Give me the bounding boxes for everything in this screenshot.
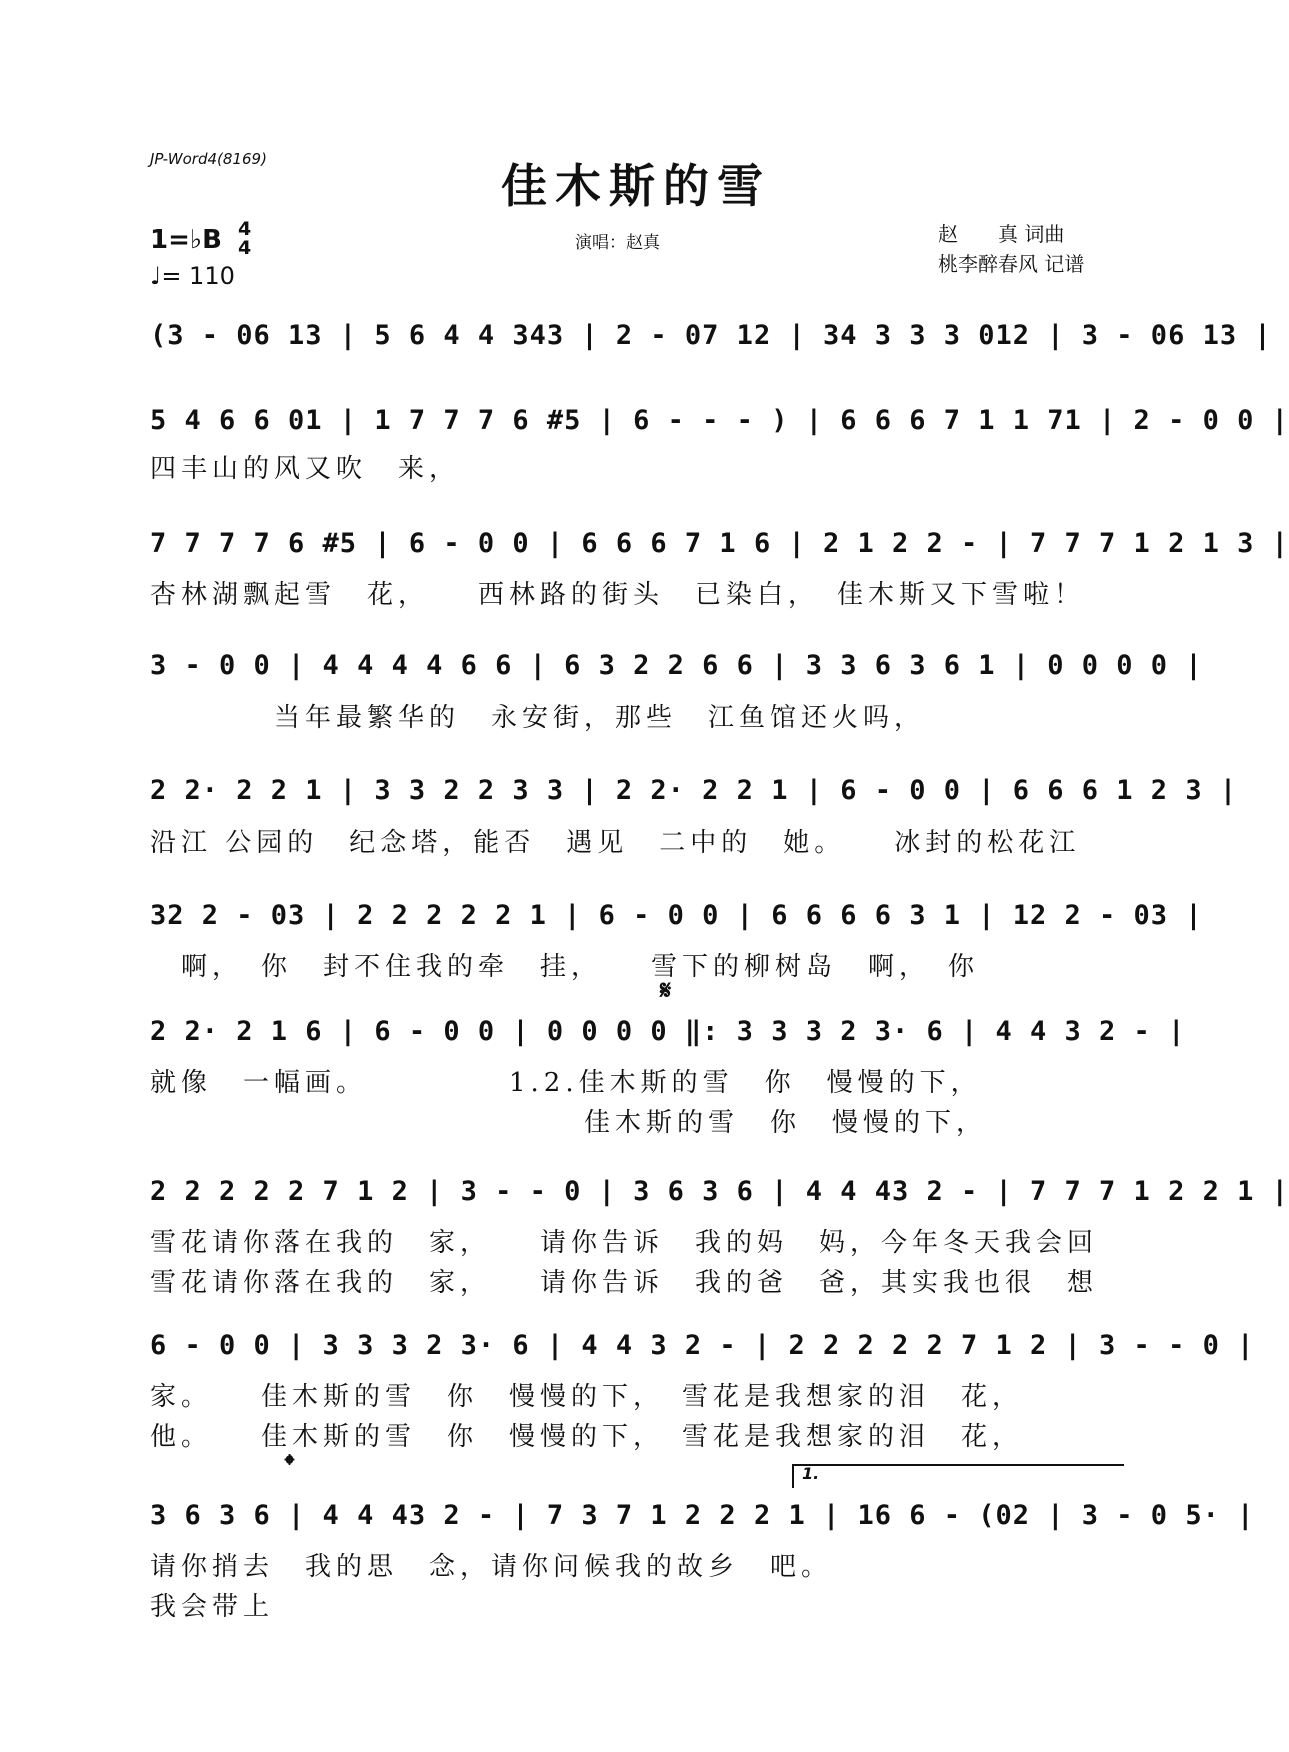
notation-line-8: 2 2 2 2 2 7 1 2 | 3 - - 0 | 3 6 3 6 | 4 4 43 2 - | 7 7 7 1 2 2 1 | — [150, 1176, 1289, 1207]
lyric-line-7a: 就像 一幅画。 1.2.佳木斯的雪 你 慢慢的下， — [150, 1068, 982, 1098]
segno-sign: 𝄋 — [660, 976, 672, 1006]
lyric-line-9b: 他。 佳木斯的雪 你 慢慢的下， 雪花是我想家的泪 花， — [150, 1422, 1024, 1452]
coda-sign: 𝄌 — [285, 1450, 294, 1480]
key-signature: 1=♭B — [150, 225, 222, 255]
notation-line-1: (3 - 06 13 | 5 6 4 4 343 | 2 - 07 12 | 34 3 3 3 012 | 3 - 06 13 | — [150, 320, 1272, 351]
source-label: JP-Word4(8169) — [150, 150, 267, 168]
time-signature-bottom: 4 — [238, 237, 252, 259]
time-signature-top: 4 — [238, 218, 252, 240]
transcriber-credit: 桃李醉春风 记谱 — [938, 252, 1085, 276]
singer-credit: 演唱：赵真 — [575, 233, 660, 253]
notation-line-3: 7 7 7 7 6 #5 | 6 - 0 0 | 6 6 6 7 1 6 | 2 1 2 2 - | 7 7 7 1 2 1 3 | — [150, 528, 1289, 559]
notation-line-2: 5 4 6 6 01 | 1 7 7 7 6 #5 | 6 - - - ) | 6 6 6 7 1 1 71 | 2 - 0 0 | — [150, 405, 1289, 436]
tempo-marking: ♩= 110 — [150, 262, 235, 290]
lyric-line-3: 杏林湖飘起雪 花， 西林路的街头 已染白， 佳木斯又下雪啦！ — [150, 580, 1086, 610]
notation-line-5: 2 2· 2 2 1 | 3 3 2 2 3 3 | 2 2· 2 2 1 | 6 - 0 0 | 6 6 6 1 2 3 | — [150, 775, 1238, 806]
lyric-line-6: 啊， 你 封不住我的牵 挂， 雪下的柳树岛 啊， 你 — [150, 952, 980, 982]
notation-line-6: 32 2 - 03 | 2 2 2 2 2 1 | 6 - 0 0 | 6 6 6 6 3 1 | 12 2 - 03 | — [150, 900, 1203, 931]
lyric-line-5: 沿江 公园的 纪念塔，能否 遇见 二中的 她。 冰封的松花江 — [150, 828, 1081, 858]
lyric-line-8a: 雪花请你落在我的 家， 请你告诉 我的妈 妈，今年冬天我会回 — [150, 1228, 1099, 1258]
lyric-line-2: 四丰山的风又吹 来， — [150, 454, 461, 484]
notation-line-4: 3 - 0 0 | 4 4 4 4 6 6 | 6 3 2 2 6 6 | 3 3 6 3 6 1 | 0 0 0 0 | — [150, 650, 1203, 681]
notation-line-7: 2 2· 2 1 6 | 6 - 0 0 | 0 0 0 0 ‖: 3 3 3 2 3· 6 | 4 4 3 2 - | — [150, 1016, 1186, 1047]
first-ending-bracket — [792, 1464, 1124, 1488]
first-ending-label: 1. — [802, 1464, 820, 1483]
lyrics-music-credit: 赵 真 词曲 — [938, 222, 1065, 246]
lyric-line-10b: 我会带上 — [150, 1592, 275, 1622]
lyric-line-8b: 雪花请你落在我的 家， 请你告诉 我的爸 爸，其实我也很 想 — [150, 1268, 1099, 1298]
lyric-line-7b: 佳木斯的雪 你 慢慢的下， — [150, 1108, 988, 1138]
time-signature — [238, 220, 251, 258]
notation-line-9: 6 - 0 0 | 3 3 3 2 3· 6 | 4 4 3 2 - | 2 2 2 2 2 7 1 2 | 3 - - 0 | — [150, 1330, 1255, 1361]
lyric-line-10a: 请你捎去 我的思 念，请你问候我的故乡 吧。 — [150, 1552, 833, 1582]
song-title: 佳木斯的雪 — [501, 159, 771, 213]
lyric-line-4: 当年最繁华的 永安街，那些 江鱼馆还火吗， — [150, 703, 926, 733]
lyric-line-9a: 家。 佳木斯的雪 你 慢慢的下， 雪花是我想家的泪 花， — [150, 1382, 1024, 1412]
notation-line-10: 3 6 3 6 | 4 4 43 2 - | 7 3 7 1 2 2 2 1 | 16 6 - (02 | 3 - 0 5· | — [150, 1500, 1255, 1531]
